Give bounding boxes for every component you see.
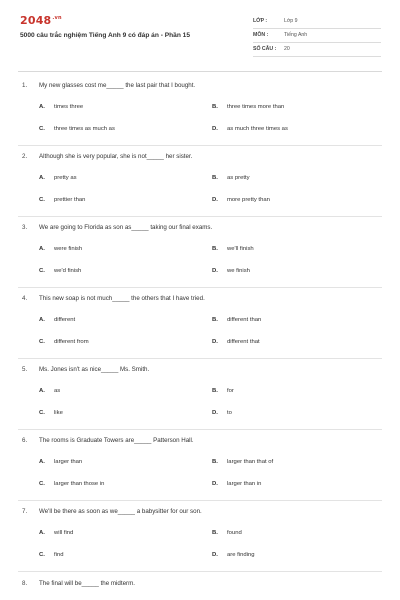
option-b[interactable]	[212, 175, 250, 181]
option-d[interactable]	[212, 552, 255, 558]
option-text: pretty as	[54, 175, 77, 181]
option-text: larger than that of	[227, 459, 274, 465]
option-letter: A.	[39, 530, 45, 536]
option-text: found	[227, 530, 242, 536]
question-3	[0, 224, 400, 294]
option-letter: C.	[39, 481, 45, 487]
option-c[interactable]	[39, 126, 115, 132]
option-text: three times as much as	[54, 126, 115, 132]
site-logo[interactable]	[20, 14, 62, 27]
question-divider	[18, 145, 382, 146]
option-b[interactable]	[212, 104, 284, 110]
option-text: larger than in	[227, 481, 262, 487]
question-divider	[18, 216, 382, 217]
option-b[interactable]	[212, 388, 234, 394]
option-letter: B.	[212, 175, 218, 181]
option-text: will find	[54, 530, 74, 536]
option-letter: A.	[39, 317, 45, 323]
option-text: as pretty	[227, 175, 250, 181]
option-text: for	[227, 388, 234, 394]
page-header	[0, 0, 400, 66]
option-letter: B.	[212, 104, 218, 110]
option-text: three times more than	[227, 104, 285, 110]
option-d[interactable]	[212, 197, 270, 203]
meta-row-subject	[253, 29, 381, 43]
option-letter: C.	[39, 552, 45, 558]
option-letter: D.	[212, 481, 218, 487]
question-number: 8.	[22, 580, 28, 587]
logo-suffix: .vn	[52, 15, 62, 22]
option-letter: B.	[212, 246, 218, 252]
option-text: different than	[227, 317, 262, 323]
question-5	[0, 366, 400, 436]
option-letter: C.	[39, 268, 45, 274]
option-text: different from	[54, 339, 89, 345]
option-text: larger than	[54, 459, 83, 465]
option-text: prettier than	[54, 197, 86, 203]
meta-key: SỐ CÂU :	[253, 46, 277, 52]
option-b[interactable]	[212, 246, 254, 252]
question-4	[0, 295, 400, 365]
option-letter: C.	[39, 339, 45, 345]
option-a[interactable]	[39, 246, 82, 252]
option-letter: B.	[212, 530, 218, 536]
option-text: different	[54, 317, 76, 323]
option-c[interactable]	[39, 410, 63, 416]
option-text: as much three times as	[227, 126, 288, 132]
question-text: The final will be_____ the midterm.	[39, 580, 135, 587]
option-letter: B.	[212, 388, 218, 394]
meta-value: Tiếng Anh	[284, 32, 308, 38]
option-d[interactable]	[212, 268, 250, 274]
question-divider	[18, 358, 382, 359]
option-text: we'll finish	[227, 246, 254, 252]
question-text: We are going to Florida as son as_____ taking our final exams.	[39, 224, 213, 231]
option-text: more pretty than	[227, 197, 270, 203]
option-text: we'd finish	[54, 268, 82, 274]
meta-value: Lớp 9	[284, 18, 298, 24]
question-number: 6.	[22, 437, 28, 444]
meta-key: LỚP :	[253, 18, 268, 24]
question-number: 7.	[22, 508, 28, 515]
option-letter: C.	[39, 197, 45, 203]
option-d[interactable]	[212, 481, 261, 487]
option-letter: A.	[39, 175, 45, 181]
question-number: 4.	[22, 295, 28, 302]
meta-row-count	[253, 43, 381, 57]
meta-value: 20	[284, 46, 290, 52]
option-b[interactable]	[212, 530, 242, 536]
option-letter: B.	[212, 317, 218, 323]
option-a[interactable]	[39, 388, 60, 394]
option-c[interactable]	[39, 339, 89, 345]
meta-row-grade	[253, 15, 381, 29]
option-c[interactable]	[39, 268, 81, 274]
question-divider	[18, 287, 382, 288]
question-6	[0, 437, 400, 507]
question-1	[0, 82, 400, 152]
option-text: times three	[54, 104, 84, 110]
option-letter: D.	[212, 552, 218, 558]
option-d[interactable]	[212, 126, 288, 132]
option-a[interactable]	[39, 459, 82, 465]
option-b[interactable]	[212, 459, 273, 465]
option-c[interactable]	[39, 552, 64, 558]
option-letter: D.	[212, 126, 218, 132]
question-2	[0, 153, 400, 223]
meta-key: MÔN :	[253, 32, 269, 38]
question-text: This new soap is not much_____ the others that I have tried.	[39, 295, 205, 302]
option-a[interactable]	[39, 104, 83, 110]
header-divider	[18, 71, 382, 72]
option-letter: B.	[212, 459, 218, 465]
option-a[interactable]	[39, 530, 73, 536]
option-text: larger than those in	[54, 481, 105, 487]
question-number: 3.	[22, 224, 28, 231]
option-letter: A.	[39, 104, 45, 110]
option-text: find	[54, 552, 64, 558]
option-text: different that	[227, 339, 260, 345]
question-7	[0, 508, 400, 578]
question-divider	[18, 429, 382, 430]
option-letter: D.	[212, 410, 218, 416]
option-b[interactable]	[212, 317, 261, 323]
option-text: were finish	[54, 246, 83, 252]
option-text: to	[227, 410, 232, 416]
question-number: 2.	[22, 153, 28, 160]
option-text: we finish	[227, 268, 250, 274]
option-letter: D.	[212, 339, 218, 345]
question-number: 5.	[22, 366, 28, 373]
question-text: We'll be there as soon as we_____ a babysitter for our son.	[39, 508, 202, 515]
option-letter: A.	[39, 388, 45, 394]
option-d[interactable]	[212, 410, 232, 416]
question-8	[0, 580, 400, 596]
option-c[interactable]	[39, 197, 85, 203]
document-title: 5000 câu trắc nghiệm Tiếng Anh 9 có đáp án - Phần 15	[20, 32, 191, 39]
option-letter: C.	[39, 126, 45, 132]
option-letter: D.	[212, 197, 218, 203]
option-letter: A.	[39, 246, 45, 252]
option-text: are finding	[227, 552, 255, 558]
option-a[interactable]	[39, 317, 75, 323]
option-letter: A.	[39, 459, 45, 465]
option-a[interactable]	[39, 175, 77, 181]
option-text: like	[54, 410, 63, 416]
question-text: My new glasses cost me_____ the last pair that I bought.	[39, 82, 196, 89]
question-number: 1.	[22, 82, 28, 89]
question-text: Although she is very popular, she is not_____ her sister.	[39, 153, 193, 160]
option-d[interactable]	[212, 339, 260, 345]
question-divider	[18, 571, 382, 572]
question-divider	[18, 500, 382, 501]
logo-text: 2048	[20, 14, 52, 27]
option-letter: D.	[212, 268, 218, 274]
option-c[interactable]	[39, 481, 104, 487]
option-text: as	[54, 388, 61, 394]
question-text: The rooms is Graduate Towers are_____ Patterson Hall.	[39, 437, 194, 444]
option-letter: C.	[39, 410, 45, 416]
question-text: Ms. Jones isn't as nice_____ Ms. Smith.	[39, 366, 150, 373]
